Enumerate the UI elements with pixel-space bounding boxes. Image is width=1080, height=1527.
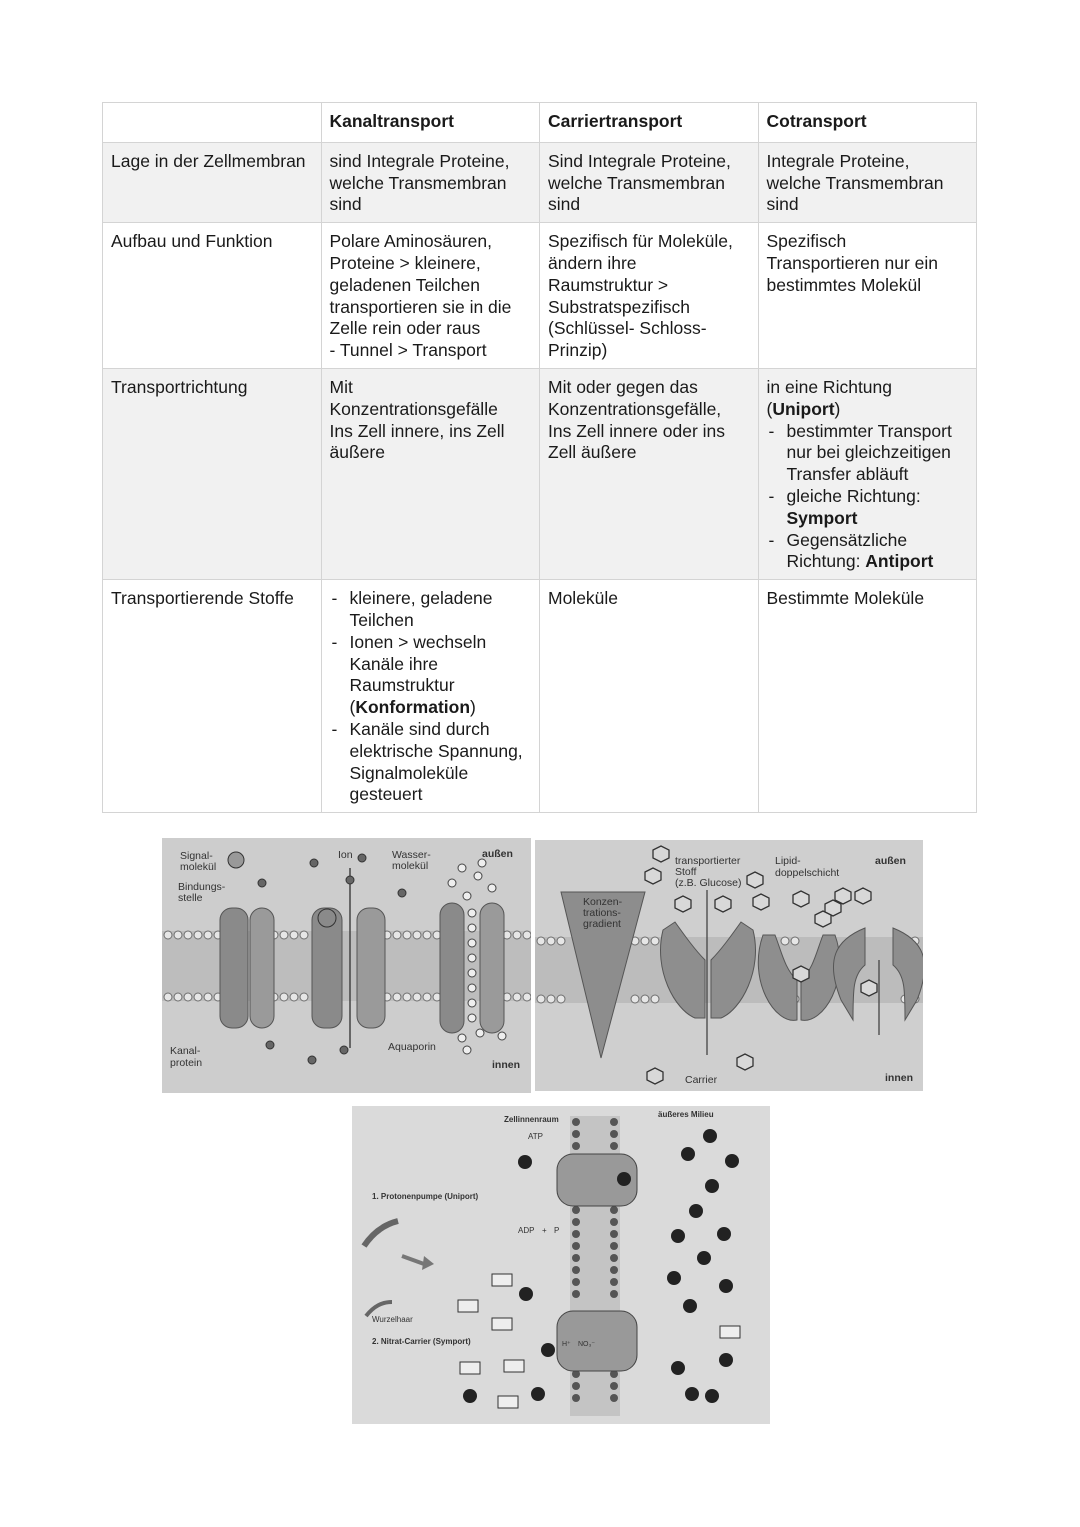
label-binding: Bindungs- bbox=[178, 881, 226, 893]
cell-line bbox=[350, 697, 532, 719]
cell-co bbox=[758, 223, 977, 369]
paren: ( bbox=[349, 697, 356, 718]
comparison-table bbox=[102, 102, 977, 813]
cell-carrier: Moleküle bbox=[540, 580, 759, 813]
cell-line: nur bei gleichzeitigen bbox=[786, 442, 951, 463]
label-carrier: Carrier bbox=[685, 1074, 718, 1086]
paren: ) bbox=[470, 697, 476, 718]
cell-line: - Kanäle sind durch bbox=[349, 718, 490, 739]
cell-carrier bbox=[540, 142, 759, 222]
label-inner: Zellinnenraum bbox=[504, 1115, 559, 1124]
table-header-row bbox=[103, 103, 977, 143]
cell-line: Ins Zell innere, ins Zell bbox=[329, 420, 505, 441]
cell-co bbox=[758, 142, 977, 222]
cell-line: Raumstruktur bbox=[349, 675, 455, 696]
table-row bbox=[103, 368, 977, 579]
cell-carrier bbox=[540, 368, 759, 579]
cell-line: Zell äußere bbox=[548, 442, 637, 463]
label-no3: NO₃⁻ bbox=[578, 1341, 596, 1348]
cell-line: Mit bbox=[329, 376, 353, 397]
cell-line: welche Transmembran bbox=[548, 172, 726, 193]
list-item bbox=[330, 632, 532, 719]
table-row bbox=[103, 223, 977, 369]
cell-line: ändern ihre bbox=[548, 252, 637, 273]
cell-line: Prinzip) bbox=[548, 340, 608, 361]
label-p: P bbox=[554, 1226, 560, 1235]
cell-co bbox=[758, 368, 977, 579]
label-stuff-3: (z.B. Glucose) bbox=[675, 877, 742, 889]
cell-line: Transportieren nur ein bbox=[766, 252, 939, 273]
cell-line: - Gegensätzliche bbox=[786, 529, 908, 550]
cell-line: Polare Aminosäuren, bbox=[329, 231, 492, 252]
cell-line: Teilchen bbox=[349, 609, 414, 630]
cell-line: Zelle rein oder raus bbox=[329, 318, 481, 339]
term-symport: Symport bbox=[786, 507, 858, 528]
cell-line: welche Transmembran bbox=[766, 172, 944, 193]
cell-line: elektrische Spannung, bbox=[349, 740, 523, 761]
bullet-list bbox=[330, 588, 532, 806]
label-nitrate: 2. Nitrat-Carrier (Symport) bbox=[372, 1337, 471, 1346]
header-empty bbox=[103, 103, 322, 143]
row-label: Transportierende Stoffe bbox=[103, 580, 322, 813]
label-ion: Ion bbox=[338, 849, 353, 861]
cell-kanal bbox=[321, 142, 540, 222]
cell-line: transportieren sie in die bbox=[329, 296, 512, 317]
label-binding-2: stelle bbox=[178, 892, 203, 904]
cell-line: Mit oder gegen das bbox=[548, 376, 698, 397]
cell-line: - Ionen > wechseln bbox=[349, 631, 487, 652]
list-item bbox=[330, 588, 532, 632]
cell-line: sind bbox=[548, 194, 581, 215]
label-channel: Kanal- bbox=[170, 1045, 201, 1057]
label-stuff-1: transportierter bbox=[675, 855, 741, 867]
list-item bbox=[767, 530, 969, 574]
cell-line bbox=[767, 399, 969, 421]
cell-line: sind bbox=[329, 194, 362, 215]
row-label: Lage in der Zellmembran bbox=[103, 142, 322, 222]
label-gradient-3: gradient bbox=[583, 918, 621, 930]
cell-line: Integrale Proteine, bbox=[766, 150, 910, 171]
label-plus: + bbox=[542, 1226, 547, 1235]
cell-line: sind bbox=[766, 194, 799, 215]
label-channel-2: protein bbox=[170, 1057, 203, 1069]
cell-line: Proteine > kleinere, bbox=[329, 252, 481, 273]
label-adp: ADP bbox=[518, 1226, 535, 1235]
cell-line: - Tunnel > Transport bbox=[329, 340, 487, 361]
cell-line: Signalmoleküle bbox=[349, 762, 469, 783]
label-outer: äußeres Milieu bbox=[658, 1110, 714, 1119]
cell-kanal bbox=[321, 223, 540, 369]
label-gradient-2: trations- bbox=[583, 907, 621, 919]
list-item bbox=[767, 421, 969, 486]
cell-line: welche Transmembran bbox=[329, 172, 507, 193]
cell-line: Spezifisch für Moleküle, bbox=[548, 231, 733, 252]
label-water-2: molekül bbox=[392, 860, 429, 872]
cell-carrier bbox=[540, 223, 759, 369]
label-outside: außen bbox=[482, 848, 513, 860]
paren: ( bbox=[766, 398, 773, 419]
cell-line: Raumstruktur > bbox=[548, 274, 669, 295]
label-pump: 1. Protonenpumpe (Uniport) bbox=[372, 1192, 479, 1201]
cell-line: Konzentrationsgefälle, bbox=[548, 398, 722, 419]
cell-co: Bestimmte Moleküle bbox=[758, 580, 977, 813]
label-lipid-1: Lipid- bbox=[775, 855, 801, 867]
cell-line: - kleinere, geladene bbox=[349, 588, 493, 609]
label-outside: außen bbox=[875, 855, 906, 867]
header-carriertransport: Carriertransport bbox=[540, 103, 759, 143]
bullet-list bbox=[767, 421, 969, 574]
label-gradient-1: Konzen- bbox=[583, 896, 623, 908]
list-item bbox=[330, 719, 532, 806]
term-uniport: Uniport bbox=[772, 398, 835, 419]
term-konformation: Konformation bbox=[355, 697, 471, 718]
row-label: Aufbau und Funktion bbox=[103, 223, 322, 369]
cell-line: gesteuert bbox=[349, 784, 423, 805]
header-cotransport: Cotransport bbox=[758, 103, 977, 143]
figure-channel-proteins bbox=[162, 838, 531, 1093]
table-row bbox=[103, 580, 977, 813]
cell-line: Ins Zell innere oder ins bbox=[548, 420, 726, 441]
label-aquaporin: Aquaporin bbox=[388, 1041, 436, 1053]
cell-line: sind Integrale Proteine, bbox=[329, 150, 510, 171]
paren: ) bbox=[834, 398, 841, 419]
cell-line: bestimmtes Molekül bbox=[766, 274, 922, 295]
cell-line: Sind Integrale Proteine, bbox=[548, 150, 731, 171]
label-stuff-2: Stoff bbox=[675, 866, 697, 878]
figure-proton-pump bbox=[352, 1106, 770, 1424]
cell-line: Transfer abläuft bbox=[786, 464, 909, 485]
label-lipid-2: doppelschicht bbox=[775, 867, 840, 879]
cell-line: Substratspezifisch bbox=[548, 296, 691, 317]
cell-line: Kanäle ihre bbox=[349, 653, 439, 674]
cell-line: in eine Richtung bbox=[766, 376, 892, 397]
figure-carrier-transport bbox=[535, 840, 923, 1091]
cell-line: geladenen Teilchen bbox=[329, 274, 481, 295]
cell-line: Spezifisch bbox=[766, 231, 847, 252]
cell-kanal bbox=[321, 368, 540, 579]
label-hplus: H⁺ bbox=[562, 1341, 571, 1348]
cell-line: äußere bbox=[329, 442, 385, 463]
label-inside: innen bbox=[885, 1072, 913, 1084]
label-water: Wasser- bbox=[392, 849, 431, 861]
table-row bbox=[103, 142, 977, 222]
term-antiport: Antiport bbox=[865, 551, 934, 572]
label-signal-2: molekül bbox=[180, 861, 217, 873]
cell-line: Konzentrationsgefälle bbox=[329, 398, 498, 419]
row-label: Transportrichtung bbox=[103, 368, 322, 579]
cell-kanal bbox=[321, 580, 540, 813]
cell-line: (Schlüssel- Schloss- bbox=[548, 318, 707, 339]
cell-line: - gleiche Richtung: bbox=[786, 485, 921, 506]
cell-line bbox=[787, 551, 969, 573]
header-kanaltransport: Kanaltransport bbox=[321, 103, 540, 143]
label-atp: ATP bbox=[528, 1132, 543, 1141]
label-signal: Signal- bbox=[180, 850, 213, 862]
label-inside: innen bbox=[492, 1059, 520, 1071]
text: Richtung: bbox=[786, 551, 866, 572]
list-item bbox=[767, 486, 969, 530]
cell-line: - bestimmter Transport bbox=[786, 420, 952, 441]
label-hair: Wurzelhaar bbox=[372, 1315, 413, 1324]
